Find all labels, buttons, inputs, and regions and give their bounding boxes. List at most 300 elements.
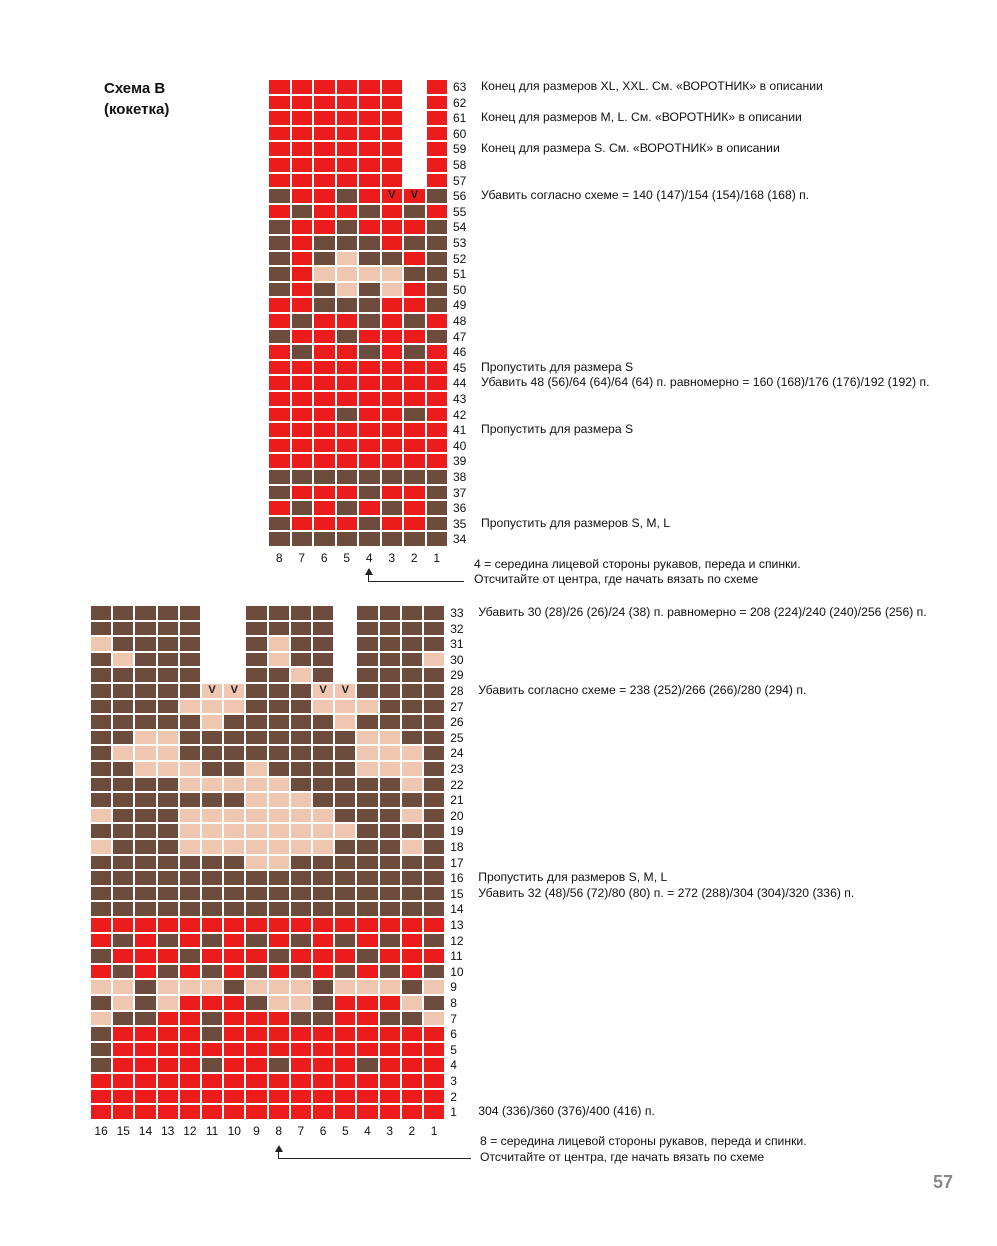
chart-cell <box>336 453 359 469</box>
chart-cell <box>112 761 134 777</box>
chart-cell <box>223 995 245 1011</box>
chart-cell <box>201 964 223 980</box>
chart-cell <box>179 1011 201 1027</box>
row-note: Убавить 48 (56)/64 (64)/64 (64) п. равномерно = 160 (168)/176 (176)/192 (192) п. <box>481 375 930 390</box>
chart-cell <box>379 917 401 933</box>
chart-cell <box>312 901 334 917</box>
chart-cell <box>290 683 312 699</box>
chart-cell <box>381 407 404 423</box>
chart-cell <box>403 266 426 282</box>
chart-cell <box>223 714 245 730</box>
chart-cell <box>268 605 290 621</box>
chart-cell <box>356 886 378 902</box>
row-number: 20 <box>450 808 464 823</box>
chart-cell <box>381 251 404 267</box>
chart-cell <box>223 1073 245 1089</box>
chart-cell <box>336 219 359 235</box>
chart-cell <box>157 745 179 761</box>
chart-cell <box>290 699 312 715</box>
chart-cell <box>291 375 314 391</box>
chart-cell <box>379 886 401 902</box>
center-note-upper-line1: 4 = середина лицевой стороны рукавов, переда и спинки. <box>474 557 801 571</box>
chart-cell <box>336 282 359 298</box>
chart-cell <box>379 964 401 980</box>
chart-cell <box>223 1042 245 1058</box>
chart-cell <box>268 235 291 251</box>
chart-cell <box>381 344 404 360</box>
chart-cell <box>201 652 223 668</box>
chart-cell <box>112 792 134 808</box>
chart-cell <box>201 636 223 652</box>
row-number: 48 <box>453 314 467 328</box>
chart-cell <box>134 667 156 683</box>
chart-cell <box>268 95 291 111</box>
chart-cell <box>268 870 290 886</box>
chart-cell <box>401 730 423 746</box>
chart-cell <box>223 1026 245 1042</box>
chart-cell <box>313 453 336 469</box>
chart-cell <box>179 901 201 917</box>
chart-cell <box>312 995 334 1011</box>
chart-cell <box>157 683 179 699</box>
chart-cell <box>268 667 290 683</box>
chart-cell <box>356 995 378 1011</box>
chart-cell <box>268 485 291 501</box>
chart-cell <box>134 886 156 902</box>
chart-cell <box>223 699 245 715</box>
chart-cell <box>423 823 445 839</box>
chart-cell <box>358 500 381 516</box>
chart-cell <box>379 855 401 871</box>
chart-cell <box>201 917 223 933</box>
chart-cell <box>401 745 423 761</box>
chart-cell <box>336 297 359 313</box>
chart-cell <box>201 948 223 964</box>
chart-cell <box>90 730 112 746</box>
chart-cell <box>291 360 314 376</box>
chart-cell <box>356 808 378 824</box>
column-number: 3 <box>386 1123 394 1138</box>
chart-cell <box>157 1073 179 1089</box>
chart-cell <box>268 808 290 824</box>
chart-cell <box>112 979 134 995</box>
chart-cell <box>268 329 291 345</box>
chart-cell <box>245 964 267 980</box>
chart-cell <box>90 745 112 761</box>
chart-cell <box>157 761 179 777</box>
chart-cell <box>381 391 404 407</box>
chart-cell <box>379 605 401 621</box>
chart-cell <box>157 964 179 980</box>
chart-cell <box>358 173 381 189</box>
chart-cell <box>201 1042 223 1058</box>
chart-cell <box>268 407 291 423</box>
chart-cell <box>334 699 356 715</box>
chart-cell <box>90 792 112 808</box>
chart-cell <box>245 1011 267 1027</box>
chart-cell <box>426 453 449 469</box>
chart-cell <box>268 761 290 777</box>
chart-cell <box>112 683 134 699</box>
chart-cell <box>426 531 449 547</box>
chart-cell <box>268 995 290 1011</box>
chart-cell <box>290 745 312 761</box>
chart-cell <box>334 1011 356 1027</box>
chart-cell <box>179 777 201 793</box>
chart-cell <box>90 855 112 871</box>
row-number: 26 <box>450 715 464 730</box>
chart-cell <box>313 313 336 329</box>
chart-cell <box>268 745 290 761</box>
center-note-lower-line2: Отсчитайте от центра, где начать вязать по схеме <box>480 1150 765 1164</box>
chart-cell <box>423 808 445 824</box>
chart-cell <box>268 730 290 746</box>
chart-cell <box>312 745 334 761</box>
chart-cell <box>157 636 179 652</box>
chart-cell <box>358 297 381 313</box>
chart-cell <box>358 453 381 469</box>
chart-cell <box>268 917 290 933</box>
center-note-lower-line1: 8 = середина лицевой стороны рукавов, переда и спинки. <box>480 1134 807 1148</box>
chart-cell <box>291 453 314 469</box>
chart-cell <box>157 792 179 808</box>
chart-cell <box>313 297 336 313</box>
chart-cell <box>134 995 156 1011</box>
row-note: Пропустить для размера S <box>481 422 634 437</box>
chart-cell <box>290 792 312 808</box>
chart-cell <box>90 995 112 1011</box>
chart-cell <box>334 979 356 995</box>
chart-cell <box>291 266 314 282</box>
chart-cell <box>245 699 267 715</box>
chart-cell <box>403 360 426 376</box>
chart-cell <box>313 173 336 189</box>
chart-cell <box>201 745 223 761</box>
chart-cell <box>90 667 112 683</box>
row-number: 51 <box>453 267 467 282</box>
chart-cell <box>268 1089 290 1105</box>
chart-cell <box>245 761 267 777</box>
chart-cell <box>179 870 201 886</box>
chart-cell <box>401 1073 423 1089</box>
chart-cell <box>312 870 334 886</box>
chart-cell <box>379 823 401 839</box>
chart-cell <box>112 777 134 793</box>
chart-cell <box>403 516 426 532</box>
chart-cell <box>268 219 291 235</box>
chart-cell <box>356 948 378 964</box>
chart-cell <box>379 792 401 808</box>
row-number: 32 <box>450 621 464 636</box>
chart-cell <box>403 297 426 313</box>
chart-cell <box>290 1089 312 1105</box>
chart-cell <box>245 714 267 730</box>
chart-cell <box>381 173 404 189</box>
chart-cell <box>134 1042 156 1058</box>
chart-cell <box>356 605 378 621</box>
chart-cell <box>423 886 445 902</box>
chart-cell <box>157 699 179 715</box>
chart-cell <box>426 500 449 516</box>
chart-cell <box>201 1057 223 1073</box>
chart-cell <box>423 917 445 933</box>
chart-cell <box>426 516 449 532</box>
chart-cell <box>157 1011 179 1027</box>
chart-cell <box>403 141 426 157</box>
chart-cell <box>423 1026 445 1042</box>
chart-cell <box>291 391 314 407</box>
chart-cell <box>245 667 267 683</box>
chart-cell <box>334 823 356 839</box>
chart-cell <box>134 1011 156 1027</box>
chart-cell <box>290 1057 312 1073</box>
chart-cell <box>426 469 449 485</box>
chart-cell <box>245 823 267 839</box>
chart-cell <box>268 979 290 995</box>
chart-cell <box>426 344 449 360</box>
chart-cell <box>426 407 449 423</box>
chart-cell <box>334 1026 356 1042</box>
chart-cell <box>403 110 426 126</box>
chart-cell <box>179 1073 201 1089</box>
chart-cell <box>90 1011 112 1027</box>
chart-cell <box>356 855 378 871</box>
chart-cell <box>90 699 112 715</box>
chart-cell <box>134 964 156 980</box>
chart-cell <box>112 855 134 871</box>
chart-cell <box>157 667 179 683</box>
chart-cell <box>290 855 312 871</box>
chart-cell <box>426 126 449 142</box>
chart-cell <box>381 235 404 251</box>
chart-cell <box>381 266 404 282</box>
chart-cell <box>112 870 134 886</box>
chart-cell <box>201 839 223 855</box>
chart-cell <box>426 251 449 267</box>
chart-cell <box>423 870 445 886</box>
chart-cell <box>268 1057 290 1073</box>
chart-cell <box>268 266 291 282</box>
chart-cell <box>268 173 291 189</box>
chart-cell <box>401 636 423 652</box>
chart-cell <box>312 792 334 808</box>
chart-cell <box>268 621 290 637</box>
row-number: 40 <box>453 438 467 453</box>
chart-cell <box>157 1042 179 1058</box>
column-number: 6 <box>319 1123 327 1138</box>
chart-cell <box>313 126 336 142</box>
chart-cell <box>379 636 401 652</box>
chart-cell <box>157 839 179 855</box>
chart-cell <box>112 1026 134 1042</box>
chart-cell <box>268 516 291 532</box>
chart-cell <box>245 917 267 933</box>
chart-cell <box>423 964 445 980</box>
chart-cell <box>336 173 359 189</box>
row-note: Конец для размера S. См. «ВОРОТНИК» в описании <box>481 141 780 156</box>
chart-cell <box>336 469 359 485</box>
row-number: 41 <box>453 423 467 438</box>
chart-cell <box>358 110 381 126</box>
chart-cell <box>223 839 245 855</box>
chart-cell <box>268 251 291 267</box>
row-note: Конец для размеров M, L. См. «ВОРОТНИК» в описании <box>481 110 802 125</box>
chart-cell <box>426 282 449 298</box>
chart-cell <box>223 636 245 652</box>
chart-cell <box>423 933 445 949</box>
chart-cell <box>268 636 290 652</box>
row-number: 3 <box>450 1074 457 1088</box>
chart-cell <box>336 360 359 376</box>
chart-cell <box>356 839 378 855</box>
chart-cell <box>334 886 356 902</box>
row-note: Убавить согласно схеме = 238 (252)/266 (266)/280 (294) п. <box>478 683 807 697</box>
chart-cell <box>223 823 245 839</box>
chart-cell <box>157 855 179 871</box>
chart-cell <box>179 667 201 683</box>
chart-cell <box>134 1057 156 1073</box>
chart-cell <box>157 1026 179 1042</box>
row-number: 7 <box>450 1011 457 1026</box>
chart-cell <box>403 469 426 485</box>
chart-cell <box>381 110 404 126</box>
chart-cell <box>313 407 336 423</box>
chart-cell <box>356 917 378 933</box>
chart-cell <box>313 360 336 376</box>
chart-cell <box>291 516 314 532</box>
row-number: 9 <box>450 980 457 995</box>
chart-cell <box>336 516 359 532</box>
chart-cell <box>245 948 267 964</box>
chart-cell <box>358 329 381 345</box>
column-number: 3 <box>388 551 396 565</box>
chart-grid-lower <box>90 605 445 1120</box>
chart-cell <box>423 792 445 808</box>
chart-cell <box>112 636 134 652</box>
chart-cell <box>403 344 426 360</box>
row-number: 17 <box>450 855 464 870</box>
chart-cell <box>157 1089 179 1105</box>
chart-cell <box>290 636 312 652</box>
chart-cell <box>134 636 156 652</box>
chart-cell <box>313 95 336 111</box>
chart-cell <box>290 901 312 917</box>
chart-cell <box>290 621 312 637</box>
chart-cell <box>179 745 201 761</box>
row-number: 1 <box>450 1105 457 1120</box>
chart-cell <box>313 500 336 516</box>
column-number: 13 <box>161 1123 175 1138</box>
chart-cell <box>201 1011 223 1027</box>
chart-cell <box>112 730 134 746</box>
chart-cell <box>312 839 334 855</box>
chart-cell <box>223 933 245 949</box>
chart-cell <box>268 1073 290 1089</box>
chart-cell <box>356 761 378 777</box>
chart-cell <box>358 344 381 360</box>
chart-cell <box>179 699 201 715</box>
chart-cell <box>401 777 423 793</box>
chart-cell <box>134 823 156 839</box>
chart-cell <box>134 621 156 637</box>
chart-cell <box>179 933 201 949</box>
chart-cell <box>423 901 445 917</box>
chart-cell <box>379 839 401 855</box>
chart-cell <box>90 1026 112 1042</box>
chart-cell <box>201 621 223 637</box>
chart-cell <box>157 1104 179 1120</box>
chart-cell <box>403 453 426 469</box>
chart-cell <box>157 777 179 793</box>
chart-cell <box>90 1057 112 1073</box>
chart-cell <box>403 313 426 329</box>
chart-cell <box>401 808 423 824</box>
chart-cell <box>290 1011 312 1027</box>
row-number: 62 <box>453 95 467 110</box>
chart-cell <box>290 933 312 949</box>
chart-cell <box>356 1073 378 1089</box>
chart-cell <box>423 995 445 1011</box>
chart-cell <box>223 855 245 871</box>
chart-cell <box>379 901 401 917</box>
chart-cell <box>223 979 245 995</box>
chart-cell <box>401 979 423 995</box>
row-note: 304 (336)/360 (376)/400 (416) п. <box>478 1104 655 1119</box>
arrow-up-icon <box>365 568 373 575</box>
row-note: Пропустить для размера S <box>481 359 634 374</box>
decrease-mark: V <box>208 684 216 696</box>
chart-cell <box>245 621 267 637</box>
chart-cell <box>268 391 291 407</box>
chart-cell <box>179 1042 201 1058</box>
row-number: 11 <box>450 949 463 964</box>
chart-cell <box>290 730 312 746</box>
chart-cell <box>313 141 336 157</box>
chart-cell <box>290 886 312 902</box>
row-number: 58 <box>453 158 467 172</box>
chart-cell <box>358 375 381 391</box>
chart-cell <box>423 1057 445 1073</box>
chart-cell <box>134 1089 156 1105</box>
chart-cell <box>313 344 336 360</box>
column-number: 4 <box>365 551 373 565</box>
chart-cell <box>291 344 314 360</box>
chart-cell <box>334 777 356 793</box>
column-number: 1 <box>433 551 441 565</box>
chart-cell <box>358 219 381 235</box>
chart-cell <box>112 901 134 917</box>
chart-cell <box>290 1073 312 1089</box>
chart-cell <box>223 792 245 808</box>
chart-cell <box>401 964 423 980</box>
chart-cell <box>291 469 314 485</box>
chart-cell <box>179 1089 201 1105</box>
chart-cell <box>403 438 426 454</box>
chart-cell <box>312 605 334 621</box>
chart-cell <box>90 823 112 839</box>
row-number: 43 <box>453 392 467 406</box>
chart-cell <box>401 823 423 839</box>
chart-cell <box>401 995 423 1011</box>
chart-cell <box>336 141 359 157</box>
chart-cell <box>157 714 179 730</box>
chart-cell <box>381 360 404 376</box>
chart-cell <box>157 605 179 621</box>
row-number: 18 <box>450 840 464 854</box>
chart-cell <box>381 141 404 157</box>
chart-cell <box>90 1073 112 1089</box>
chart-cell <box>312 823 334 839</box>
